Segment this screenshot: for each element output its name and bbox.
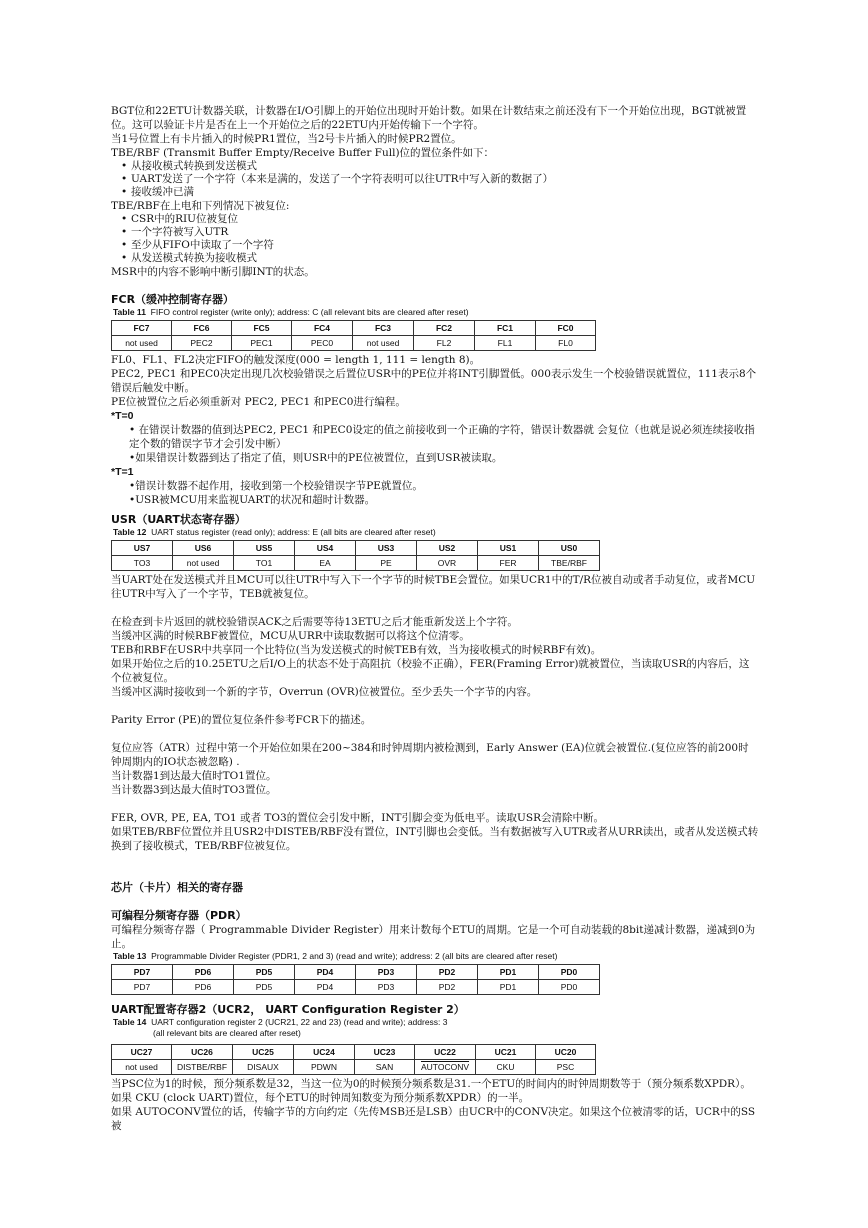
usr-table [111, 540, 600, 571]
table-cell: PD1 [478, 965, 539, 980]
fcr-paragraph-fl: FL0、FL1、FL2决定FIFO的触发深度(000 = length 1, 111 = length 8)。 [111, 354, 481, 366]
card-registers-heading: 芯片（卡片）相关的寄存器 [111, 881, 243, 894]
document-page [111, 104, 759, 1133]
table-cell: PD3 [356, 965, 417, 980]
table-cell: CKU [476, 1060, 536, 1075]
table-cell: TO1 [234, 556, 295, 571]
pdr-heading: 可编程分频寄存器（PDR） [111, 909, 247, 922]
fcr-table-caption: Table 11 FIFO control register (write only); address: C (all relevant bits are cleared after reset) [113, 307, 469, 317]
table-cell: PD6 [173, 965, 234, 980]
table-cell: PD7 [112, 980, 173, 995]
table-cell: not used [353, 336, 414, 351]
table-cell: PEC0 [292, 336, 353, 351]
table-cell: PD0 [539, 980, 600, 995]
usr-paragraph-tbe: 当UART处在发送模式并且MCU可以往UTR中写入下一个字节的时候TBE会置位。如果UCR1中的T/R位被自动或者手动复位，或者MCU往UTR中写入了一个字节，TEB就被复位。 [111, 574, 756, 600]
table-cell: PD4 [295, 980, 356, 995]
ucr2-paragraph-autoconv: 如果 AUTOCONV置位的话，传输字节的方向约定（先传MSB还是LSB）由UCR中的CONV决定。如果这个位被清零的话，UCR中的SS被 [111, 1106, 756, 1132]
table-cell: UC24 [294, 1045, 355, 1060]
intro-paragraph-tbe-reset: TBE/RBF在上电和下列情况下被复位: [111, 200, 290, 212]
table-cell: PSC [536, 1060, 596, 1075]
table-cell: TBE/RBF [539, 556, 600, 571]
table-cell: PD7 [112, 965, 173, 980]
table-cell: FC6 [172, 321, 232, 336]
usr-paragraph-ack: 在检查到卡片返回的就校验错误ACK之后需要等待13ETU之后才能重新发送上个字符。 [111, 616, 518, 628]
table-cell: US5 [234, 541, 295, 556]
table-cell: FER [478, 556, 539, 571]
table-cell: PEC1 [232, 336, 292, 351]
table-cell: PD1 [478, 980, 539, 995]
ucr2-table-caption-line2: (all relevant bits are cleared after reset) [153, 1028, 301, 1038]
table-cell: US3 [356, 541, 417, 556]
table-cell: US0 [539, 541, 600, 556]
table-cell: PDWN [294, 1060, 355, 1075]
table-row [112, 1045, 596, 1060]
table-cell: FC4 [292, 321, 353, 336]
table-cell: US1 [478, 541, 539, 556]
table-cell: not used [173, 556, 234, 571]
list-item: • 至少从FIFO中读取了一个字符 [131, 239, 759, 252]
table-cell: FC1 [475, 321, 536, 336]
table-cell: UC22 [415, 1045, 476, 1060]
table-cell: SAN [355, 1060, 415, 1075]
table-cell: US2 [417, 541, 478, 556]
fcr-heading: FCR（缓冲控制寄存器） [111, 293, 235, 306]
list-item: • 从接收模式转换到发送模式 [131, 160, 759, 173]
table-cell: not used [112, 336, 172, 351]
table-cell: PD5 [234, 965, 295, 980]
usr-paragraph-to1: 当计数器1到达最大值时TO1置位。 [111, 770, 277, 782]
fcr-t0-label: *T=0 [111, 410, 134, 422]
intro-paragraph-msr: MSR中的内容不影响中断引脚INT的状态。 [111, 266, 315, 278]
intro-paragraph-tbe-set: TBE/RBF (Transmit Buffer Empty/Receive Buffer Full)位的置位条件如下： [111, 147, 495, 159]
table-row [112, 336, 596, 351]
table-cell: FC0 [536, 321, 596, 336]
list-item: • 一个字符被写入UTR [131, 226, 759, 239]
usr-paragraph-ea: 复位应答（ATR）过程中第一个开始位如果在200~384和时钟周期内被检测到，Early Answer (EA)位就会被置位.(复位应答的前200时钟周期内的IO状态被忽略) . [111, 742, 749, 768]
usr-paragraph-ovr: 当缓冲区满时接收到一个新的字节，Overrun (OVR)位被置位。至少丢失一个字节的内容。 [111, 686, 538, 698]
usr-paragraph-pe: Parity Error (PE)的置位复位条件参考FCR下的描述。 [111, 714, 372, 726]
table-cell: PD5 [234, 980, 295, 995]
usr-paragraph-distbe: 如果TEB/RBF位置位并且USR2中DISTEB/RBF没有置位，INT引脚也会变低。当有数据被写入UTR或者从URR读出，或者从发送模式转换到了接收模式，TEB/RBF位被复位。 [111, 826, 759, 852]
ucr2-paragraph-cku: 如果 CKU (clock UART)置位，每个ETU的时钟周知数变为预分频系数XPDR）的一半。 [111, 1092, 530, 1104]
table-cell: DISTBE/RBF [172, 1060, 233, 1075]
table-cell: UC27 [112, 1045, 172, 1060]
table-cell: PEC2 [172, 336, 232, 351]
table-cell: FC7 [112, 321, 172, 336]
table-row [112, 980, 600, 995]
table-cell: PE [356, 556, 417, 571]
usr-paragraph-fer: 如果开始位之后的10.25ETU之后I/O上的状态不处于高阻抗（校验不正确），FER(Framing Error)就被置位，当读取USR的内容后，这个位被复位。 [111, 658, 750, 684]
usr-paragraph-int: FER, OVR, PE, EA, TO1 或者 TO3的置位会引发中断，INT引脚会变为低电平。读取USR会清除中断。 [111, 812, 604, 824]
usr-paragraph-to3: 当计数器3到达最大值时TO3置位。 [111, 784, 277, 796]
table-cell: FC3 [353, 321, 414, 336]
fcr-t0-item: • 在错误计数器的值到达PEC2, PEC1 和PEC0设定的值之前接收到一个正确的字符，错误计数器就 会复位（也就是说必须连续接收指定个数的错误字节才会引发中断） [129, 424, 755, 450]
table-row [112, 1060, 596, 1075]
table-cell: UC23 [355, 1045, 415, 1060]
table-cell: US4 [295, 541, 356, 556]
fcr-t0-item: •如果错误计数器到达了指定了值，则USR中的PE位被置位，直到USR被读取。 [129, 452, 503, 464]
table-cell: FL1 [475, 336, 536, 351]
usr-table-caption: Table 12 UART status register (read only); address: E (all bits are cleared after reset) [113, 527, 436, 537]
table-cell: US7 [112, 541, 173, 556]
table-cell: UC25 [233, 1045, 294, 1060]
list-item: • UART发送了一个字符（本来是满的，发送了一个字符表明可以往UTR中写入新的数据了） [131, 173, 759, 186]
table-cell: PD2 [417, 980, 478, 995]
table-cell: US6 [173, 541, 234, 556]
table-cell: FL0 [536, 336, 596, 351]
table-row [112, 965, 600, 980]
pdr-table-caption: Table 13 Programmable Divider Register (PDR1, 2 and 3) (read and write); address: 2 (all bits are cleared after reset) [113, 951, 558, 961]
table-cell: FC5 [232, 321, 292, 336]
table-cell: UC21 [476, 1045, 536, 1060]
intro-paragraph-pr: 当1号位置上有卡片插入的时候PR1置位，当2号卡片插入的时候PR2置位。 [111, 133, 462, 145]
table-cell: EA [295, 556, 356, 571]
table-cell: PD4 [295, 965, 356, 980]
table-cell: PD2 [417, 965, 478, 980]
fcr-table [111, 320, 596, 351]
table-cell: not used [112, 1060, 172, 1075]
table-cell: DISAUX [233, 1060, 294, 1075]
table-cell: FL2 [414, 336, 475, 351]
table-cell: PD6 [173, 980, 234, 995]
list-item: • 从发送模式转换为接收模式 [131, 252, 759, 265]
intro-paragraph-bgt: BGT位和22ETU计数器关联，计数器在I/O引脚上的开始位出现时开始计数。如果在计数结束之前还没有下一个开始位出现，BGT就被置位。这可以验证卡片是否在上一个开始位之后的22ETU内开始传输下一个字符。 [111, 105, 747, 131]
list-item: • 接收缓冲已满 [131, 186, 759, 199]
table-cell: UC26 [172, 1045, 233, 1060]
table-row [112, 556, 600, 571]
fcr-t1-item: •USR被MCU用来监视UART的状况和超时计数器。 [129, 494, 376, 506]
table-cell: OVR [417, 556, 478, 571]
usr-paragraph-rbf: 当缓冲区满的时候RBF被置位，MCU从URR中读取数据可以将这个位清零。 [111, 630, 470, 642]
fcr-paragraph-pe: PE位被置位之后必须重新对 PEC2, PEC1 和PEC0进行编程。 [111, 396, 406, 408]
tbe-reset-list [111, 213, 759, 265]
ucr2-heading: UART配置寄存器2（UCR2， UART Configuration Register 2） [111, 1003, 465, 1016]
ucr2-table-caption: Table 14 UART configuration register 2 (UCR21, 22 and 23) (read and write); address: 3 [113, 1017, 448, 1027]
table-cell: TO3 [112, 556, 173, 571]
fcr-paragraph-pec: PEC2, PEC1 和PEC0决定出现几次校验错误之后置位USR中的PE位并将INT引脚置低。000表示发生一个校验错误就置位，111表示8个错误后触发中断。 [111, 368, 757, 394]
pdr-table [111, 964, 600, 995]
fcr-t1-item: •错误计数器不起作用，接收到第一个校验错误字节PE就置位。 [129, 480, 423, 492]
table-cell: AUTOCONV [415, 1060, 476, 1075]
table-row [112, 541, 600, 556]
table-cell: UC20 [536, 1045, 596, 1060]
table-cell: FC2 [414, 321, 475, 336]
table-cell: PD3 [356, 980, 417, 995]
fcr-t1-label: *T=1 [111, 466, 134, 478]
table-cell: PD0 [539, 965, 600, 980]
ucr2-table [111, 1044, 596, 1075]
table-row [112, 321, 596, 336]
ucr2-paragraph-psc: 当PSC位为1的时候，预分频系数是32，当这一位为0的时候预分频系数是31.一个ETU的时间内的时钟周期数等于（预分频系数XPDR）。 [111, 1078, 751, 1090]
pdr-paragraph: 可编程分频寄存器（ Programmable Divider Register）用来计数每个ETU的周期。它是一个可自动装载的8bit递减计数器，递减到0为止。 [111, 924, 756, 950]
list-item: • CSR中的RIU位被复位 [131, 213, 759, 226]
usr-paragraph-share: TEB和RBF在USR中共享同一个比特位(当为发送模式的时候TEB有效，当为接收模式的时候RBF有效)。 [111, 644, 602, 656]
usr-heading: USR（UART状态寄存器） [111, 513, 246, 526]
tbe-set-list [111, 160, 759, 199]
